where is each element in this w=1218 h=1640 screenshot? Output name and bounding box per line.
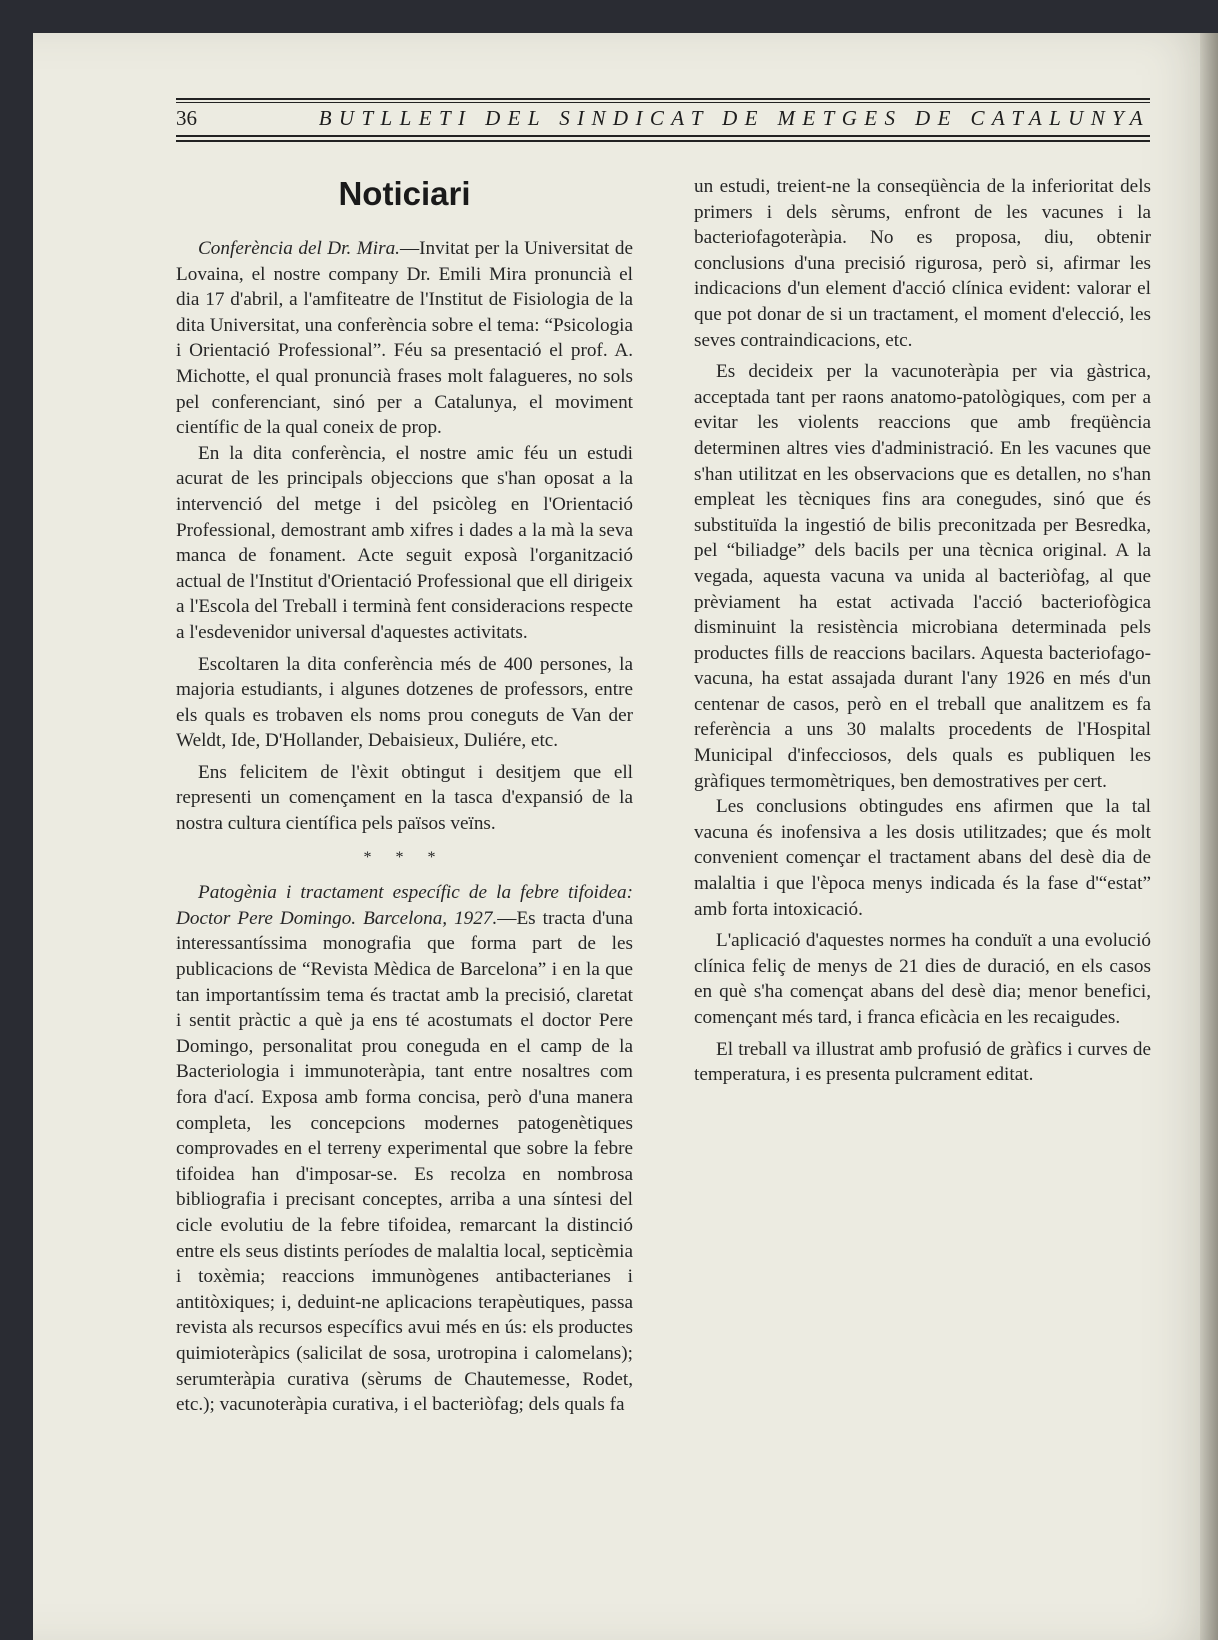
page-number: 36 <box>176 106 197 130</box>
paragraph: Escoltaren la dita conferència més de 400 persones, la majoria estudiants, i algunes dotzenes de professors, entre els quals es trobaven els noms prou coneguts de Van der Weldt, Ide, D'Hollander, Debaisieux, Duliére, etc. <box>176 653 633 752</box>
running-title: BUTLLETI DEL SINDICAT DE METGES DE CATALUNYA <box>318 106 1150 130</box>
running-header <box>176 98 1150 150</box>
paragraph: Es decideix per la vacunoteràpia per via gàstrica, acceptada tant per raons anatomo-patològiques, com per a evitar les violents reaccions que amb freqüència determinen altres vies d'administració. En les vacunes que s'han utilitzat en les observacions que es detallen, no s'han empleat les tècniques fins ara conegudes, sinó que és substituïda la ingestió de bilis preconitzada per Besredka, pel “biliadge” dels bacils per una tècnica original. A la vegada, aquesta vacuna va unida al bacteriòfag, al que prèviament ha estat activada l'acció bacteriofògica disminuint la resistència microbiana determinada pels productes fills de reaccions bacilars. Aquesta bacteriofago-vacuna, ha estat assajada durant l'any 1926 en més d'un centenar de casos, però en el treball que analitzem es fa referència a uns 30 malalts procedents de l'Hospital Municipal d'infecciosos, dels quals es publiquen les gràfiques termomètriques, ben demostratives per cert. <box>694 361 1151 792</box>
section-title: Noticiari <box>338 175 471 212</box>
paragraph: L'aplicació d'aquestes normes ha conduït a una evolució clínica feliç de menys de 21 dies de duració, en els casos en què s'ha començat abans del desè dia; menor benefici, començant més tard, i franca eficàcia en les recaigudes. <box>694 930 1151 1028</box>
paragraph-continued: un estudi, treient-ne la conseqüència de la inferioritat dels primers i dels sèrums, enfront de les vacunes i la bacteriofagoteràpia. No es proposa, diu, obtenir conclusions d'una precisió rigurosa, però si, afirmar les indicacions d'un element d'acció clínica evident: valorar el que pot donar de si un tractament, el moment d'elecció, les seves contraindicacions, etc. <box>694 176 1151 351</box>
paragraph-text: —Es tracta d'una interessantíssima monografia que forma part de les publicacions de “Revista Mèdica de Barcelona” i en la que tan importantíssim tema és tractat amb la precisió, claretat i sentit pràctic a què ja ens té acostumats el doctor Pere Domingo, personalitat prou coneguda en el camp de la Bacteriologia i immunoteràpia, tant entre nosaltres com fora d'ací. Exposa amb forma concisa, però d'una manera completa, les concepcions modernes patogenètiques comprovades en el terreny experimental que sobre la febre tifoidea han d'imposar-se. Es recolza en nombrosa bibliografia i precisant conceptes, arriba a una síntesi del cicle evolutiu de la febre tifoidea, remarcant la distinció entre els seus distints períodes de malaltia local, septicèmia i toxèmia; reaccions immunògenes antibacterianes i antitòxiques; i, deduint-ne aplicacions terapèutiques, passa revista als recursos específics avui més en ús: els productes quimioteràpics (salicilat de sosa, urotropina i calomelans); serumteràpia curativa (sèrums de Chautemesse, Rodet, etc.); vacunoteràpia curativa, i el bacteriòfag; dels quals fa <box>176 907 633 1416</box>
header-rule-bottom <box>176 135 1150 137</box>
column-right <box>694 174 1151 1088</box>
page-edge-shadow <box>1200 33 1218 1640</box>
header-rule-bottom-2 <box>176 140 1150 142</box>
header-row <box>176 106 1150 134</box>
paragraph: Ens felicitem de l'èxit obtingut i desitjem que ell representi un començament en la tasca d'expansió de la nostra cultura científica pels països veïns. <box>176 761 633 835</box>
paragraph-text: —Invitat per la Universitat de Lovaina, el nostre company Dr. Emili Mira pronuncià el dia 17 d'abril, a l'amfiteatre de l'Institut de Fisiologia de la dita Universitat, una conferència sobre el tema: “Psicologia i Orientació Professional”. Féu sa presentació el prof. A. Michotte, el qual pronuncià frases molt falagueres, no sols pel conferenciant, sinó per a Catalunya, el moviment científic de la qual coneix de prop. <box>176 238 633 439</box>
paragraph: El treball va illustrat amb profusió de gràfics i curves de temperatura, i es presenta pulcrament editat. <box>694 1038 1151 1086</box>
paragraph <box>176 880 633 1417</box>
header-rule-top-thin <box>176 102 1150 103</box>
paragraph <box>176 236 633 441</box>
paragraph: Les conclusions obtingudes ens afirmen que la tal vacuna és inofensiva a les dosis utilitzades; que és molt convenient començar el tractament abans del desè dia de malaltia i que l'època menys indicada és la fase d'“estat” amb forta intoxicació. <box>694 796 1151 920</box>
section-separator: * * * <box>363 848 446 866</box>
column-left <box>176 170 633 1418</box>
item-heading: Conferència del Dr. Mira. <box>198 238 400 259</box>
paragraph: En la dita conferència, el nostre amic féu un estudi acurat de les principals objeccions que s'han oposat a la intervenció del metge i del psicòleg en l'Orientació Professional, demostrant amb xifres i dades a la mà la seva manca de fonament. Acte seguit exposà l'organització actual de l'Institut d'Orientació Professional que ell dirigeix a l'Escola del Treball i terminà fent consideracions respecte a l'esdevenidor universal d'aquestes activitats. <box>176 442 633 643</box>
item-heading: Patogènia i tractament específic de la febre tifoidea: Doctor Pere Domingo. Barcelona, 1927. <box>176 882 633 929</box>
header-rule-top <box>176 98 1150 100</box>
